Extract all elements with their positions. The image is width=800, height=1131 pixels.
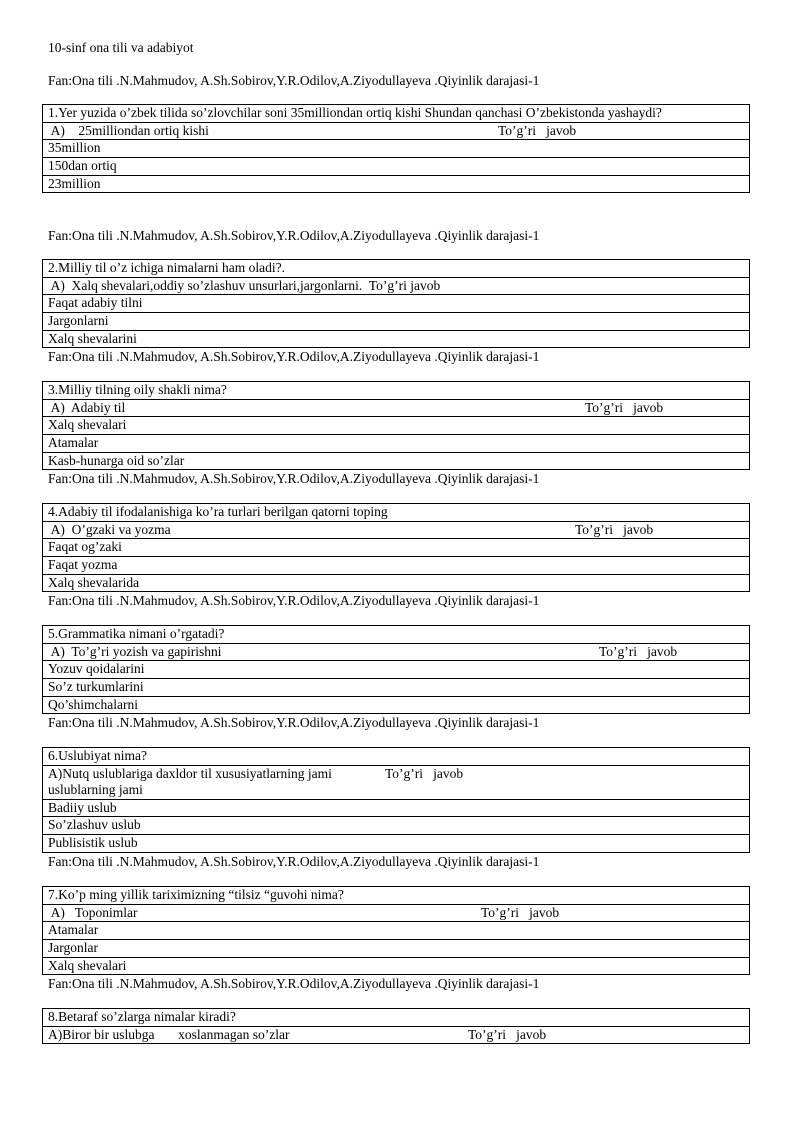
- subject-header: Fan:Ona tili .N.Mahmudov, A.Sh.Sobirov,Y.R.Odilov,A.Ziyodullayeva .Qiyinlik darajasi-1: [48, 715, 540, 730]
- correct-answer-label: To’g’ri javob: [585, 399, 664, 415]
- question-text: 8.Betaraf so’zlarga nimalar kiradi?: [43, 1009, 750, 1027]
- answer-option: Xalq shevalari: [43, 957, 750, 975]
- question-3-table: [42, 381, 750, 470]
- subject-header: Fan:Ona tili .N.Mahmudov, A.Sh.Sobirov,Y.R.Odilov,A.Ziyodullayeva .Qiyinlik darajasi-1: [48, 976, 540, 991]
- document-title: 10-sinf ona tili va adabiyot: [48, 40, 194, 55]
- answer-option: Badiiy uslub: [43, 799, 750, 817]
- question-7-table: [42, 886, 750, 975]
- answer-option: So’z turkumlarini: [43, 679, 750, 697]
- question-text: 6.Uslubiyat nima?: [43, 748, 750, 766]
- correct-answer-label: To’g’ri javob: [468, 1026, 547, 1042]
- correct-answer-label: To’g’ri javob: [481, 904, 560, 920]
- question-text: 3.Milliy tilning oily shakli nima?: [43, 382, 750, 400]
- subject-header: Fan:Ona tili .N.Mahmudov, A.Sh.Sobirov,Y.R.Odilov,A.Ziyodullayeva .Qiyinlik darajasi-1: [48, 854, 540, 869]
- answer-option-a: A) 25milliondan ortiq kishi To’g’ri javob: [43, 122, 750, 140]
- question-text: 7.Ko’p ming yillik tariximizning “tilsiz “guvohi nima?: [43, 887, 750, 905]
- answer-option-a: A)Biror bir uslubga xoslanmagan so’zlar To’g’ri javob: [43, 1026, 750, 1044]
- question-4-table: [42, 503, 750, 592]
- question-text: 2.Milliy til o’z ichiga nimalarni ham oladi?.: [43, 260, 750, 278]
- answer-option: 150dan ortiq: [43, 158, 750, 176]
- answer-option: Faqat og’zaki: [43, 539, 750, 557]
- answer-option-a: A)Nutq uslublariga daxldor til xususiyatlarning jami To’g’ri javob uslublarning jami: [43, 765, 750, 799]
- answer-option: Jargonlar: [43, 940, 750, 958]
- answer-option: Xalq shevalari: [43, 417, 750, 435]
- answer-option: Xalq shevalarida: [43, 574, 750, 592]
- answer-option: 23million: [43, 175, 750, 193]
- answer-option-a: A) To’g’ri yozish va gapirishni To’g’ri javob: [43, 643, 750, 661]
- answer-option: Publisistik uslub: [43, 835, 750, 853]
- question-text: 1.Yer yuzida o’zbek tilida so’zlovchilar soni 35milliondan ortiq kishi Shundan qanchasi O’zbekistonda yashaydi?: [43, 105, 750, 123]
- answer-option-a: A) Adabiy til To’g’ri javob: [43, 399, 750, 417]
- answer-option-a: A) Xalq shevalari,oddiy so’zlashuv unsurlari,jargonlarni. To’g’ri javob: [43, 277, 750, 295]
- question-1-table: [42, 104, 750, 193]
- correct-answer-label: To’g’ri javob: [599, 643, 678, 659]
- correct-answer-label: To’g’ri javob: [575, 521, 654, 537]
- answer-option: Faqat yozma: [43, 557, 750, 575]
- answer-option: Atamalar: [43, 435, 750, 453]
- answer-option: Xalq shevalarini: [43, 330, 750, 348]
- question-text: 4.Adabiy til ifodalanishiga ko’ra turlari berilgan qatorni toping: [43, 504, 750, 522]
- question-2-table: [42, 259, 750, 348]
- subject-header: Fan:Ona tili .N.Mahmudov, A.Sh.Sobirov,Y.R.Odilov,A.Ziyodullayeva .Qiyinlik darajasi-1: [48, 73, 540, 88]
- subject-header: Fan:Ona tili .N.Mahmudov, A.Sh.Sobirov,Y.R.Odilov,A.Ziyodullayeva .Qiyinlik darajasi-1: [48, 593, 540, 608]
- answer-option: 35million: [43, 140, 750, 158]
- question-6-table: [42, 747, 750, 853]
- answer-option-a: A) O’gzaki va yozma To’g’ri javob: [43, 521, 750, 539]
- answer-option: So’zlashuv uslub: [43, 817, 750, 835]
- question-8-table: [42, 1008, 750, 1044]
- question-text: 5.Grammatika nimani o’rgatadi?: [43, 626, 750, 644]
- subject-header: Fan:Ona tili .N.Mahmudov, A.Sh.Sobirov,Y.R.Odilov,A.Ziyodullayeva .Qiyinlik darajasi-1: [48, 228, 540, 243]
- answer-option: Faqat adabiy tilni: [43, 295, 750, 313]
- answer-option: Kasb-hunarga oid so’zlar: [43, 452, 750, 470]
- correct-answer-label: To’g’ri javob: [385, 765, 464, 781]
- subject-header: Fan:Ona tili .N.Mahmudov, A.Sh.Sobirov,Y.R.Odilov,A.Ziyodullayeva .Qiyinlik darajasi-1: [48, 349, 540, 364]
- answer-option: Jargonlarni: [43, 313, 750, 331]
- question-5-table: [42, 625, 750, 714]
- answer-option-a: A) Toponimlar To’g’ri javob: [43, 904, 750, 922]
- answer-option: Atamalar: [43, 922, 750, 940]
- subject-header: Fan:Ona tili .N.Mahmudov, A.Sh.Sobirov,Y.R.Odilov,A.Ziyodullayeva .Qiyinlik darajasi-1: [48, 471, 540, 486]
- answer-option: Qo’shimchalarni: [43, 696, 750, 714]
- correct-answer-label: To’g’ri javob: [498, 122, 577, 138]
- answer-option: Yozuv qoidalarini: [43, 661, 750, 679]
